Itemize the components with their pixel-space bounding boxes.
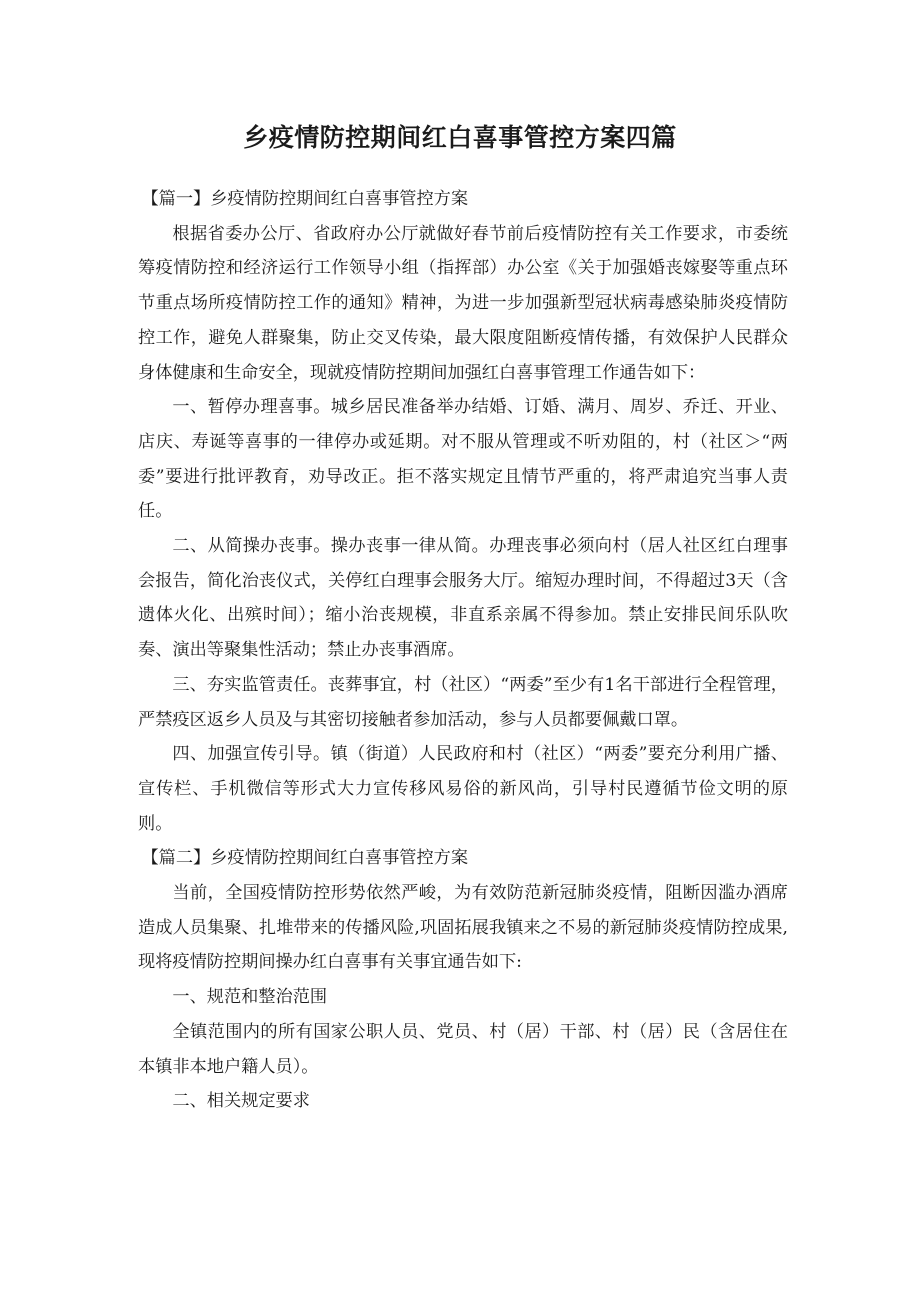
paragraph: 四、加强宣传引导。镇（街道）人民政府和村（社区）“两委”要充分利用广播、宣传栏、手机微信等形式大力宣传移风易俗的新风尚，引导村民遵循节俭文明的原则。 — [138, 744, 788, 834]
section-heading: 【篇一】乡疫情防控期间红白喜事管控方案 — [141, 189, 469, 209]
section-heading: 【篇二】乡疫情防控期间红白喜事管控方案 — [141, 848, 469, 869]
paragraph: 当前，全国疫情防控形势依然严峻，为有效防范新冠肺炎疫情，阻断因滥办酒席造成人员集聚、扎堆带来的传播风险,巩固拓展我镇来之不易的新冠肺炎疫情防控成果,现将疫情防控期间操办红白喜事有关事宜通告如下: — [138, 883, 788, 973]
paragraph: 根据省委办公厅、省政府办公厅就做好春节前后疫情防控有关工作要求，市委统筹疫情防控和经济运行工作领导小组（指挥部）办公室《关于加强婚丧嫁娶等重点环节重点场所疫情防控工作的通知》精神，为进一步加强新型冠状病毒感染肺炎疫情防控工作，避免人群聚集，防止交叉传染，最大限度阻断疫情传播，有效保护人民群众身体健康和生命安全，现就疫情防控期间加强红白喜事管理工作通告如下： — [138, 223, 788, 383]
paragraph: 二、从简操办丧事。操办丧事一律从简。办理丧事必须向村（居人社区红白理事会报告，简化治丧仪式，关停红白理事会服务大厅。缩短办理时间，不得超过3天（含遗体火化、出殡时间）；缩小治丧规模，非直系亲属不得参加。禁止安排民间乐队吹奏、演出等聚集性活动；禁止办丧事酒席。 — [138, 536, 788, 661]
paragraph: 一、暂停办理喜事。城乡居民准备举办结婚、订婚、满月、周岁、乔迁、开业、店庆、寿诞等喜事的一律停办或延期。对不服从管理或不听劝阻的，村（社区＞“两委”要进行批评教育，劝导改正。拒不落实规定且情节严重的，将严肃追究当事人责任。 — [138, 397, 788, 522]
document-title: 乡疫情防控期间红白喜事管控方案四篇 — [243, 123, 677, 152]
paragraph: 全镇范围内的所有国家公职人员、党员、村（居）干部、村（居）民（含居住在本镇非本地户籍人员）。 — [138, 1021, 788, 1077]
paragraph: 二、相关规定要求 — [172, 1091, 310, 1112]
document-body — [138, 182, 788, 1119]
paragraph: 三、夯实监管责任。丧葬事宜，村（社区）“两委”至少有1名干部进行全程管理，严禁疫区返乡人员及与其密切接触者参加活动，参与人员都要佩戴口罩。 — [138, 674, 788, 730]
paragraph: 一、规范和整治范围 — [172, 987, 328, 1008]
